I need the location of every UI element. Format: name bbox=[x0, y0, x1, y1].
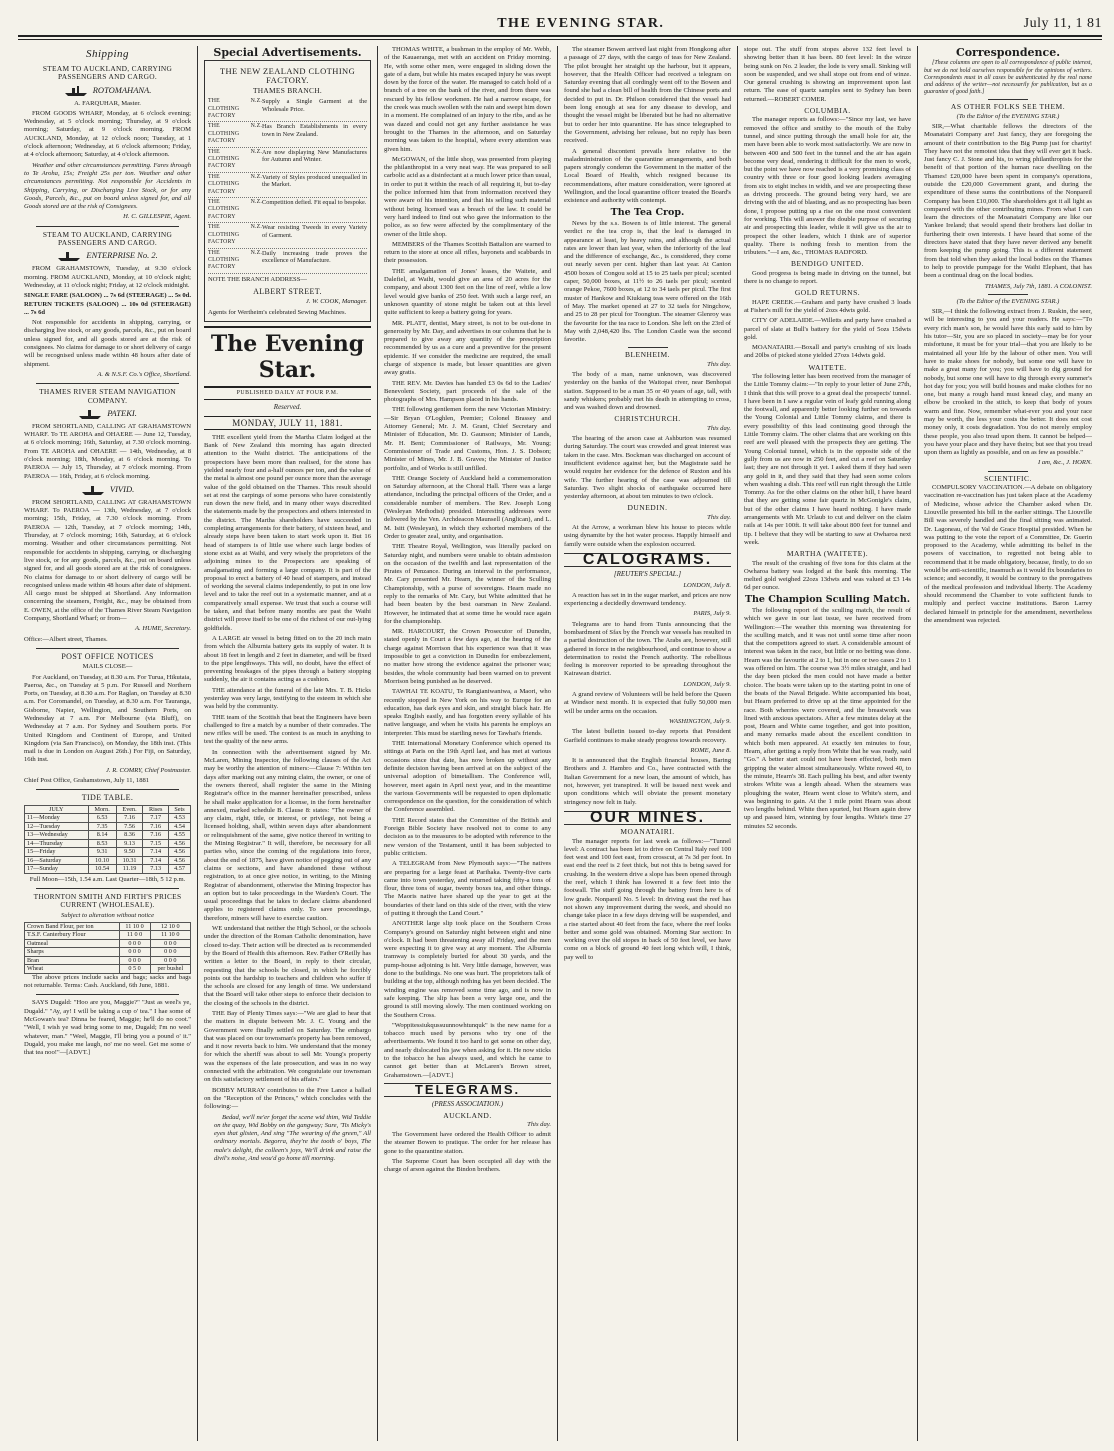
waitete-heading: WAITETE. bbox=[808, 362, 847, 372]
tide-table-header-row bbox=[25, 805, 191, 814]
tide-table-cell: 10.54 bbox=[88, 865, 116, 874]
tide-table-cell: 7.16 bbox=[143, 831, 169, 840]
telegrams-source: (PRESS ASSOCIATION.) bbox=[431, 1100, 504, 1109]
clothing-factory-row-label: THE N.Z. CLOTHING FACTORY bbox=[208, 224, 262, 246]
correspondence-note: [These columns are open to all correspondence of public interest, but we do not hold ourselves responsible for the opinions of writers. Correspondents must in all cases be authenticated by the real name and address of the writer—not necessarily for publication, but as a guarantee of good faith.] bbox=[924, 60, 1092, 96]
scientific-paragraph: COMPULSORY VACCINATION.—A debate on obligatory vaccination re-vaccination has just taken place at the Academy of Medicine, whose advice the Chamber asked when Dr. Liouville presented his bill in the earlier sittings. The Liouville Bill was severely handled and the final sitting was animated. Dr. Lagoneau, of the Val de Grace Hospital presided. When he was putting to the vote the report of a Committee, Dr. Guerin proposed to the Academy, while admitting its belief in the powers of vaccination, to regretted not being able to recommend that it be made obligatory, because, firstly, to do so would be anti-scientific, inasmuch as it would fix boundaries to science; and secondly, it would be contrary to the prerogatives of the medical profession and individual liberty. The Academy should recommend the Chamber to vote sufficient funds to multiply and perfect vaccine institutions. Baron Larrey declared himself in principle for the amendment, nevertheless the amendment was rejected. bbox=[924, 484, 1092, 624]
clothing-factory-row-label: THE N.Z. CLOTHING FACTORY bbox=[208, 199, 262, 220]
clothing-factory-row-label: THE N.Z. CLOTHING FACTORY bbox=[208, 173, 262, 195]
tea-crop-paragraph: News by the s.s. Bowen is of little interest. The general verdict re the tea crop is, that the leaf is damaged in appearance at least, by heavy rains, and although the actual rates are lower than last year, when the inferiority of the leaf and the difference of exchange, &c., is considered, they come out nearly seven per cent. higher than last year. At Canton 4500 boxes of Congou sold at 15 to 25 taels per picul; scented caper, 50,000 boxes, at 11½ to 26 taels per picul; scented orange Pekoe, 7600 boxes, at 12 to 34 taels per picul. The first muster of Hankow and Kiukiang teas were offered on the 16th of May. The market opened at 27 to 32 taels for Ningchow, and 25 to 28 per picul for Toongtun. The steamer Glenroy was the favourite for the tea race to London. She left on the 23rd of May with 2,048,420 lbs. The London Castle was the second favorite. bbox=[564, 219, 731, 344]
tide-table-cell: 9.50 bbox=[116, 848, 143, 857]
sculling-match-paragraph: The following report of the sculling match, the result of which we gave in our last issue, we have received from Wellington:—The weather this morning was threatening for the sculling match, and it was not until some time after noon that the competitors agreed to start. A considerable amount of interest was taken in the race, but little or no betting was done. Hearn was the favourite at 2 to 1, but in one or two cases 2 to 1 was offered on him. The course was 3½ miles straight, and had the day been picked the men could not have made a better choice. The boats were taken up to the starting point in one of the boats of the Naval Brigade. White accompanied his boat, but Hearn preferred to drive up at the time appointed for the race. Both wherries were covered, and the breastwork was lined with anxious spectators. After a few minutes delay at the post, Hearn and White came together, and got into position, and many remarks made about the excellent condition in which both men appeared. At exactly ten minutes to four, Hearn, after getting a reply from White that he was ready, said "Go." A better start could not have been effected, both men gripping the water almost simultaneously. White rowed 40, to the minute, Hearn's 38. Each pulling his best, and after twenty strokes White was a length ahead. When the steamers was ploughing the water, Hearn went close to White's stern, and was beginning to gain. At the 1 mile point Hearn was about two lengths behind. White then spurted, but Hearn again drew up and passed him, winning by four lengths. White's time 27 minutes 52 seconds. bbox=[744, 607, 911, 830]
price-cell: 0 0 0 bbox=[119, 948, 150, 957]
tide-table-row bbox=[25, 848, 191, 857]
calogram-dateline: PARIS, July 9. bbox=[693, 610, 731, 618]
price-cell: Sharps bbox=[25, 948, 120, 957]
sculling-match-heading: The Champion Sculling Match. bbox=[744, 593, 911, 605]
ad-auckland-2-head: STEAM TO AUCKLAND, CARRYING PASSENGERS AND CARGO. bbox=[42, 229, 173, 248]
moanatairi-paragraph: The manager reports for last week as follows:—"Tunnel level: A contract has been let to drive on Central Italy reef 100 feet west and 100 feet east, from crosscut, at 7s 3d per foot. In east end the reef is 2 feet thick, but not this is being saved for crushing. In the western drive a slope has been opened through the reef, which I think has lowered it a few feet into the footwall. The stuff going through the battery from here is of low grade. Nonpareil No. 5 level: In driving east the reef has not shown any improvement during the week, and should no change take place in a few days driving will be suspended, and a rise started about 40 feet from the face, where the reef looks better and some gold was obtained. Morning Star section: In working over the old stopes in back of 50 feet level, we have come on a block of ground 40 feet long which will, I think, pay well to bbox=[564, 837, 731, 961]
letter-signature: THAMES, July 7th, 1881. A COLONIST. bbox=[984, 282, 1092, 290]
letter-paragraph: SIR,—What charitable fellows the directors of the Moanatairi Company are! Just fancy, they are foregoing the amount of their contribution to the Big Pump just for charity! They have not the remotest idea that they will ever get it back. Just fancy C. J. Stone and his, to wring philanthropists for the benefit of that portion of the human race dwelling on the Thames! £20,000 have been spent in company's operations, outside the £20,000 Government grant, and during the expenditure of these sums the contributions of the Nonpareil Company has been £10,000. The shareholders got it all light as compared with the other contributing mines. From what I can learn the directors of the Moanatairi Company are like our Yankee Ireland; that would spend their brothers last dollar in furthering their own interests. I have heard that some of the directors have stated that they have never derived any benefit from keeping the pump going. This is a different statement from that told when they asked the local bodies on the Thames to help to provide pumpage for the Waihi Elephant, that has been a continual drag on the local bodies. bbox=[924, 122, 1092, 280]
divider bbox=[36, 888, 179, 889]
ad-auckland-1-master: A. FARQUHAR, Master. bbox=[74, 99, 141, 107]
post-office-body: For Auckland, on Tuesday, at 8.30 a.m. For Turua, Hikutaia, Paeroa, &c., on Tuesday at 5 p.m. For Russell and Northern Ports, on Tuesday, at 8.30 a.m. For Raglan, on Tuesday at 8.30 a.m. For Coromandel, on Tuesday, at 8.30 a.m. For Tauranga, Gisborne, Napier, Wellington, and Southern Ports, on Wednesday at 7 a.m. For Melbourne (via Bluff), on Wednesday at 7 a.m. For Sydney and Southern ports. For United Kingdom and Continent of Europe, and United Kingdom (via San Francisco), on Monday, the 18th inst. (This mail is due in London on August 26th.) For Fiji, on Saturday, 16th inst. bbox=[24, 673, 191, 764]
price-cell: 0 0 0 bbox=[150, 948, 190, 957]
telegram-paragraph: The Government have ordered the Health Officer to admit the steamer Bowen to pratique. The order for her release has gone to the quarantine station. bbox=[384, 1131, 551, 1155]
price-cell: Wheat bbox=[25, 965, 120, 974]
thames-river-ship-1-name: PATEKI. bbox=[107, 407, 137, 418]
ad-auckland-2-note: Not responsible for accidents in shipping, carrying, or discharging live stock, or any goods, parcels, &c., put on board unless signed for, and all goods stored are at the risk of consignees. No claims for damage to or short delivery of cargo will be recognised unless made within 48 hours after date of shipment. bbox=[24, 319, 191, 368]
martha-heading: MARTHA (WAITETE). bbox=[786, 549, 869, 559]
prices-current-head: THORNTON SMITH AND FIRTH'S PRICES CURRENT (WHOLESALE). bbox=[33, 891, 182, 910]
price-cell: 12 10 0 bbox=[150, 922, 190, 931]
clothing-factory-row-text: Wear resisting Tweeds in every Variety of Garment. bbox=[262, 224, 367, 239]
editorial-paragraph: THE attendance at the funeral of the late Mrs. T. B. Hicks yesterday was very large, testifying to the esteem in which she was held by the community. bbox=[204, 686, 371, 711]
dunedin-place: DUNEDIN. bbox=[627, 503, 668, 513]
price-cell: 0 5 0 bbox=[119, 965, 150, 974]
columbia-paragraph: The manager reports as follows:—"Since my last, we have removed the office and smithy to the mouth of the Euby tunnel, and since putting through the small hole for air, the men have been able to work most satisfactorily. We are now in between 400 and 500 feet in the tunnel and the air has again become very dead, rendering it difficult for the men to work, but the point we have now reached is a very promising class of country with three or four good looking leaders averaging from six to eight inches in width, and we are prospecting these as driving proceeds. The ground being very hard, we are driving with the aid of blasting, and as no prospecting has been done, I propose putting up a rise on the one most convenient for working. This will answer the double purpose of securing air and prospecting this leader, while it will give us the air to prospect the other leaders, which I think are of superior quality. There is nothing fresh to mention from the tributers."—I am, &c., THOMAS RADFORD. bbox=[744, 116, 911, 257]
calogram-dateline: LONDON, July 9. bbox=[683, 680, 731, 688]
shipping-heading: Shipping bbox=[85, 48, 130, 60]
divider bbox=[36, 226, 179, 227]
ad-auckland-2-signature: A. & N.S.F. Co.'s Office, Shortland. bbox=[97, 370, 191, 378]
clothing-factory-manager: J. W. COOK, Manager. bbox=[305, 298, 367, 306]
news-paragraph: THE International Monetary Conference which opened its sittings at Paris on the 19th April last, and has met at various occasions since that date, has now broken up without any definite decision having been arrived at on the subject of the universal adoption of bimetallism. The Conference will, however, meet again in April next year, and in the meantime the various Governments will be requested to open diplomatic correspondence on the question, for the consideration of which the Conference assembled. bbox=[384, 740, 551, 814]
tide-table-cell: 10.31 bbox=[116, 856, 143, 865]
post-office-head: POST OFFICE NOTICES bbox=[61, 651, 154, 661]
divider bbox=[36, 789, 179, 790]
tide-table-cell: 9.31 bbox=[88, 848, 116, 857]
tide-table-cell: 4.55 bbox=[168, 831, 190, 840]
news-paragraph: THE following gentlemen form the new Victorian Ministry:—Sir Bryan O'Loghlen, Premier; Colonel Brassey and Attorney General; Mr. J. M. Grant, Chief Secretary and Minister of Education, Mr. D. Gaunson; Minister of Lands, Mr. H. Bent; Commissioner of Railways, Mr. Young; Commissioner of Trade and Customs, Hon. J. S. Dobson; Minister of Mines, Mr. J. B. Graves; the Minister of Justice portfolio, and of Works is still unfilled. bbox=[384, 406, 551, 472]
news-paragraph: THE Theatre Royal, Wellington, was literally packed on Saturday night, and numbers were unable to obtain admission on the occasion of the twelfth and last representation of the Pirates of Penzance. During an interval in the performance, Mr. Cary presented Mr. Hearn, the winner of the Sculling Championship, with a purse of sovereigns. Hearn made no reply to the remarks of Mr. Cary, but White admitted that he had been beaten by the best oarsman in New Zealand. However, he intimated that at some time he would race again for the championship. bbox=[384, 543, 551, 625]
scientific-heading: SCIENTIFIC. bbox=[984, 473, 1032, 483]
clothing-factory-agents: Agents for Wertheim's celebrated Sewing Machines. bbox=[208, 308, 347, 316]
prices-current-table bbox=[24, 922, 191, 974]
price-cell: Bran bbox=[25, 956, 120, 965]
price-cell: 0 0 0 bbox=[119, 939, 150, 948]
tide-table bbox=[24, 805, 191, 874]
publication-line: PUBLISHED DAILY AT FOUR P.M. bbox=[204, 389, 371, 400]
bendigo-heading: BENDIGO UNITED. bbox=[791, 259, 864, 269]
clothing-factory-row bbox=[208, 173, 367, 198]
prices-current-body bbox=[25, 922, 191, 973]
clothing-factory-row-text: Variety of Styles produced unequalled in the Market. bbox=[262, 173, 367, 189]
calogram-paragraph: It is announced that the English financial houses, Baring Brothers and J. Hambro and Co., have contracted with the Italian Government for a new loan, the amount of which, has not, however, yet transpired. It will be issued next week and upon conditions which will obviate the present monetary stringency now felt in Italy. bbox=[564, 757, 731, 806]
ad-auckland-1-body: FROM GOODS WHARF, Monday, at 6 o'clock evening; Wednesday, at 5 o'clock morning; Thursday, at 9 o'clock morning; Saturday, at 9 o'clock morning. FROM AUCKLAND, Monday, at 12 o'clock noon; Tuesday, at 1 o'clock afternoon; Wednesday, at 6 o'clock afternoon; Friday, at 4 o'clock afternoon; Saturday, at 4 o'clock afternoon. bbox=[24, 109, 191, 159]
gold-return-item: MOANATAIRI.—Boxall and party's crushing of six loads and 20lbs of picked stone yielded 27ozs 14dwts gold. bbox=[744, 344, 911, 360]
tide-table-cell: 7.13 bbox=[143, 865, 169, 874]
tide-table-cell: 13—Wednesday bbox=[25, 831, 89, 840]
price-row bbox=[25, 956, 191, 965]
tide-table-cell: 4.54 bbox=[168, 822, 190, 831]
clothing-factory-row bbox=[208, 249, 367, 274]
letter-signature: I am, &c., J. HORN. bbox=[1037, 459, 1092, 467]
telegram-paragraph: The Supreme Court has been occupied all day with the charge of arson against the Bindon brothers. bbox=[384, 1158, 551, 1174]
tea-crop-heading: The Tea Crop. bbox=[610, 206, 685, 218]
gold-return-item: CITY OF ADELAIDE.—Willetts and party have crushed a parcel of slate at Bull's battery for the yield of 5ozs 15dwts gold. bbox=[744, 317, 911, 341]
divider bbox=[988, 294, 1028, 295]
martha-paragraph: The result of the crushing of five tons for this claim at the Owharoa battery was lodged at the bank this morning. The melted gold weighed 22ozs 13dwts and was valued at £3 14s 6d per ounce. bbox=[744, 559, 911, 592]
editorial-dateline: MONDAY, JULY 11, 1881. bbox=[204, 416, 371, 430]
news-paragraph: THE Record states that the Committee of the British and Foreign Bible Society have resolved not to come to any decision as to the measures to be adopted with reference to the new version of the Testament, until it has been subjected to public criticism. bbox=[384, 816, 551, 857]
divider bbox=[628, 347, 668, 348]
clothing-factory-row-text: Supply a Single Garment at the Wholesale Price. bbox=[262, 98, 367, 113]
price-cell: 0 0 0 bbox=[150, 939, 190, 948]
column-news bbox=[378, 46, 558, 1441]
tide-table-cell: 7.17 bbox=[143, 814, 169, 823]
columns bbox=[18, 46, 1102, 1441]
clothing-factory-row bbox=[208, 122, 367, 147]
thames-river-head: THAMES RIVER STEAM NAVIGATION COMPANY. bbox=[39, 387, 176, 405]
clothing-factory-row-text: Competition defied. Fit equal to bespoke. bbox=[262, 199, 367, 207]
telegram-dateline: This day. bbox=[527, 1120, 551, 1128]
tide-table-cell: 7.15 bbox=[143, 839, 169, 848]
news-paragraph: McGOWAN, of the little shop, was presented from playing the philanthropist in a very neat way. He was prepared to sell carbolic acid as a disinfectant at a much lower price than usual, in order to put it within the reach of all requiring it, but to-day the police informed him that from information received they were aware of his intention, and that his selling such material without being licensed was a breach of the law. It could be very hard indeed to find out who gave the information to the police, as so few were affected by the complimentary of the owner of the little shop. bbox=[384, 155, 551, 238]
price-row bbox=[25, 939, 191, 948]
news-paragraph: THOMAS WHITE, a bushman in the employ of Mr. Webb, of the Kauaeranga, met with an accident on Friday morning. He, with some other men, were engaged in sliding down the gate of a dam, but while his mates escaped injury he was swept down by the force of the water. He managed to catch hold of a branch of a tree on the bank of the river, and from there was rescued by his fellow workmen. He had a narrow escape, for the creek was much swollen with the rain and swept him down in a moment. He complained of an injury to the ribs, and as he was dazed and could not get any further assistance he was brought to the Thames in the afternoon, and on Saturday morning was taken to the hospital, where every attention was given him. bbox=[384, 46, 551, 153]
tide-table-cell: 11.19 bbox=[116, 865, 143, 874]
price-cell: 11 0 0 bbox=[119, 931, 150, 940]
calogram-paragraph: The latest bulletin issued to-day reports that President Garfield continues to make steady progress towards recovery. bbox=[564, 728, 731, 744]
paper-title: The Evening Star. bbox=[204, 326, 371, 388]
telegram-paragraph: A general discontent prevails here relative to the maladministration of the quarantine arrangements, and both papers strongly condemn the Government in the matter of the Local Board of Health, which resigned because its recommendations, after mature consideration, were ignored at Wellington, and the local quarantine officer treated the Board's existence and authority with contempt. bbox=[564, 147, 731, 205]
price-cell: 0 0 0 bbox=[150, 956, 190, 965]
dunedin-paragraph: At the Arrow, a workman blew his house to pieces while using dynamite by the hot water process. Happily himself and family were outside when the explosion occurred. bbox=[564, 524, 731, 548]
gold-returns-heading: GOLD RETURNS. bbox=[794, 288, 861, 298]
divider bbox=[36, 383, 179, 384]
ad-auckland-2-ship bbox=[24, 250, 191, 262]
letter-heading: AS OTHER FOLKS SEE THEM. bbox=[950, 102, 1066, 112]
divider bbox=[988, 471, 1028, 472]
editorial-paragraph: BOBBY MURRAY contributes to the Free Lance a ballad on the "Reception of the Princes," which concludes with the following:— bbox=[204, 1086, 371, 1111]
prices-current-sub: Subject to alteration without notice bbox=[60, 911, 155, 919]
calograms-heading: CALOGRAMS. bbox=[564, 553, 731, 567]
calogram-dateline: WASHINGTON, July 9. bbox=[668, 717, 731, 725]
calogram-paragraph: Telegrams are to hand from Tunis announcing that the bombardment of Sfax by the French war vessels has resulted in a partial destruction of the town. The Arabs are, however, still gathered in force in the neighbourhood, and continue to show a determination to resist the French authority. The rebellious feeling is moreover reported to be spreading throughout the Kairawan district. bbox=[564, 620, 732, 678]
tide-table-cell: 12—Tuesday bbox=[25, 822, 89, 831]
thames-river-body-1: FROM SHORTLAND, CALLING AT GRAHAMSTOWN WHARF. To TE AROHA and OHAERE — June 12, Tuesday, at 6 o'clock morning; 16th, Saturday, at 7.30 o'clock morning. From TE AROHA and OHAERE — 14th, Wednesday, at 8 o'clock morning; 18th, Monday, at 6 o'clock morning. To PAEROA — July 15, Thursday, at 7 o'clock morning. From PAEROA — 16th, Friday, at 6 o'clock morning. bbox=[24, 422, 191, 480]
tide-table-cell: 4.53 bbox=[168, 814, 190, 823]
news-paragraph: THE amalgamation of Jones' leases, the Waitete, and Dalefiel, at Waihi, would give an area of 20 acres for the company, and about 1300 feet on the line of reef, while a low level would give banks of 250 feet. With such a large reef, an unknown quantity of stone might be taken out at this level quite sufficient to keep a battery going for years. bbox=[384, 267, 551, 317]
divider bbox=[988, 99, 1028, 100]
tide-table-row bbox=[25, 831, 191, 840]
ad-auckland-1-weather: Weather and other circumstances permitting. Fares through to Te Aroha, 15s; Freight 25s per ton. Weather and other circumstances permitting. Not responsible for Accidents in Shipping, Carrying, or Discharging Live Stock, or for any Goods, Parcels, &c., put on board unless signed for, and all Goods stored are at the risk of Consignees. bbox=[24, 161, 191, 211]
column-correspondence bbox=[918, 46, 1098, 1441]
tide-table-row bbox=[25, 839, 191, 848]
tide-table-cell: 7.56 bbox=[116, 822, 143, 831]
clothing-factory-row bbox=[208, 198, 367, 223]
column-shipping bbox=[18, 46, 198, 1441]
clothing-factory-row-label: THE N.Z. CLOTHING FACTORY bbox=[208, 249, 262, 271]
ad-auckland-2-body: FROM GRAHAMSTOWN, Tuesday, at 9.30 o'clock morning. FROM AUCKLAND, Monday, at 10 o'clock night; Wednesday, at 11 o'clock night; Friday, at 12 o'clock midnight. bbox=[24, 265, 191, 289]
special-ads-heading: Special Advertisements. bbox=[213, 46, 362, 59]
tide-table-row bbox=[25, 814, 191, 823]
tide-table-cell: 16—Saturday bbox=[25, 856, 89, 865]
price-cell: Crown Band Flour, per ton bbox=[25, 922, 120, 931]
calogram-dateline: ROME, June 8. bbox=[690, 746, 731, 754]
tide-table-cell: 4.56 bbox=[168, 856, 190, 865]
tide-table-cell: 9.13 bbox=[116, 839, 143, 848]
divider bbox=[36, 994, 179, 995]
clothing-factory-row bbox=[208, 148, 367, 173]
editorial-paragraph: THE Bay of Plenty Times says:—"We are glad to hear that the matters in dispute between Mr. J. C. Young and the Government were finally settled on Saturday. The embargo that was placed on our townsman's property has been removed, and it now reverts back to him. We understand that the money for which the sheriff was about to sell Mr. Young's property was the expenses of the late prosecution, and was in no way connected with the arbitration. We congratulate our townsman on this satisfactory settlement of his affairs." bbox=[204, 1009, 371, 1084]
tide-table-cell: 7.16 bbox=[143, 822, 169, 831]
gold-return-item: HAPE CREEK.—Graham and party have crushed 3 loads at Fisher's mill for the yield of 2ozs 4dwts gold. bbox=[744, 298, 911, 314]
clothing-factory-title: THE NEW ZEALAND CLOTHING FACTORY. bbox=[219, 66, 356, 85]
bendigo-paragraph: Good progress is being made in driving on the tunnel, but there is no change to report. bbox=[744, 269, 911, 286]
mines-paragraph: stope out. The stuff from stopes above 132 feet level is showing better than it has been. 80 feet level: In the winze being sunk on No. 2 leader, the lode is very small. Sinking will soon be suspended, and we shall stope out from end of winze. Our general crushing is showing an improvement upon last return. The ease of quartz samples sent to Sydney has been returned.—ROBERT COMER. bbox=[744, 46, 911, 103]
christchurch-paragraph: The hearing of the arson case at Ashburton was resumed during Saturday. The court was crowded and great interest was taken in the case. Mrs. Bockman was discharged on account of insufficient evidence against her, but the Magistrate said he would require her evidence for the defence of Ruxton and his wife. The further hearing of the case was adjourned till Saturday. Two slight shocks of earthquake occurred here yesterday afternoon, at about ten minutes to two o'clock. bbox=[564, 435, 731, 501]
tide-col-header: Sets bbox=[168, 805, 190, 814]
ad-auckland-2-fares: SINGLE FARE (SALOON) ... 7s 6d (STEERAGE) ... 5s 0d. RETURN TICKETS (SALOON) ... 10s 0d (STEERAGE) ... 7s 6d bbox=[24, 292, 191, 316]
news-paragraph: TAWHAI TE KOATU, Te Rangianiwaniwa, a Maori, who recently stopped in New York on his way to Europe for an education, has dark eyes and skin, and straight black hair. He speaks English easily, and has forgotten every syllable of his native language, and when he visits his parents he employs an interpreter. This must be startling news for Tawhai's friends. bbox=[384, 688, 551, 737]
thames-river-ship-2 bbox=[24, 484, 191, 496]
waitete-paragraph: The following letter has been received from the manager of the Little Tommy claim:—"In reply to your letter of June 27th, I think that this will prove to a great deal the prospects' tunnel. I have been in I saw a regular vein of leafy gold running along the footwall, and apparently better looking further on towards the Young Colonial and Little Tommy claims, and there is every possibility of this lead continuing good through the Little Tommy claim. The other claims that are working on this reef are well pleased with the prospects they are getting. The Young Colonial tunnel, which is in the opposite side of the gully from us are now in 250 feet, and cut a reef on Saturday last; they are not through it yet. I asked them if they had seen any gold in it, and they said that they had seen some colors when washing a dish. This reef will run right through the Little Tommy. As for the other claims on the other hill, I have heard that they are getting some fair quartz in McGonigle's claim, but of the other claims I have heard nothing. I have made arrangements with Mr. Urlaub to cut and deliver on the claim rails at 14s per 100ft. It will take about 800 feet for tunnel and tip. I believe that they will be starting to saw at Owharoa next week. bbox=[744, 372, 911, 546]
column-mines bbox=[738, 46, 918, 1441]
tide-col-header: Rises bbox=[143, 805, 169, 814]
column-editorial bbox=[198, 46, 378, 1441]
calogram-paragraph: A reaction has set in in the sugar market, and prices are now experiencing a decidedly downward tendency. bbox=[564, 591, 731, 608]
prices-current-foot: The above prices include sacks and bags; sacks and bags not returnable. Terms: Cash. Auckland, 6th June, 1881. bbox=[24, 973, 191, 990]
ballad-verse: Bedad, we'll ne'er forget the scene wid thim, Wid Teddie on the quay, Wid Bobby on the gangway; Sure, 'Tis Micky's eyes that glisten, And sing "The wearing of the green," All ordinary mortals. Begorra, they're the tooth o' boys, The male's delight, the colleen's joys, We'll drink and raise the divil's noise, And wou'd go home till morning. bbox=[214, 1113, 371, 1163]
letter-to-editor: (To the Editor of the EVENING STAR.) bbox=[956, 297, 1060, 305]
price-cell: 0 0 0 bbox=[119, 956, 150, 965]
thames-river-ship-1 bbox=[24, 408, 191, 420]
tide-table-cell: 8.14 bbox=[88, 831, 116, 840]
tide-table-cell: 8.36 bbox=[116, 831, 143, 840]
calograms-source: [REUTER'S SPECIAL.] bbox=[613, 570, 682, 579]
letter-to-editor: (To the Editor of the EVENING STAR.) bbox=[956, 112, 1060, 120]
calogram-paragraph: A grand review of Volunteers will be held before the Queen at Windsor next month. It is expected that fully 50,000 men will be under arms on the occasion. bbox=[564, 691, 731, 715]
christchurch-place: CHRISTCHURCH. bbox=[614, 414, 681, 424]
reserved-note: Reserved. bbox=[273, 403, 302, 412]
clothing-factory-row-text: Are now displaying New Manufactures for Autumn and Winter. bbox=[262, 148, 367, 164]
thames-river-signature: A. HUME, Secretary. bbox=[135, 625, 191, 633]
news-paragraph: THE REV. Mr. Davies has handed £3 0s 6d to the Ladies' Benevolent Society, part proceeds of the sale of the photographs of Mrs. Hampson placed in his hands. bbox=[384, 379, 551, 404]
post-office-sub: MAILS CLOSE— bbox=[82, 663, 133, 671]
correspondence-heading: Correspondence. bbox=[955, 46, 1061, 59]
tide-table-cell: 4.56 bbox=[168, 848, 190, 857]
ad-auckland-1-ship-name: ROTOMAHANA. bbox=[92, 84, 152, 95]
tide-table-row bbox=[25, 856, 191, 865]
tide-table-cell: 10.10 bbox=[88, 856, 116, 865]
calogram-dateline: LONDON, July 8. bbox=[683, 581, 731, 589]
editorial-paragraph: THE team of the Scottish that beat the Engineers have been challenged to fire a match by a number of their comrades. The new rifles will be used. The contest is as much in anything to test the quality of the new arms. bbox=[204, 713, 371, 746]
clothing-factory-advert bbox=[204, 60, 371, 322]
tide-table-cell: 7.35 bbox=[88, 822, 116, 831]
tide-table-cell: 14—Thursday bbox=[25, 839, 89, 848]
ad-auckland-1-signature: H. C. GILLESPIE, Agent. bbox=[123, 213, 191, 221]
our-mines-heading: OUR MINES. bbox=[564, 811, 731, 825]
clothing-factory-branch: THAMES BRANCH. bbox=[252, 85, 323, 95]
news-paragraph: MEMBERS of the Thames Scottish Battalion are warned to return to the store at once all rifles, bayonets and scabbards in their possession. bbox=[384, 240, 551, 265]
editorial-paragraph: A LARGE air vessel is being fitted on to the 20 inch main from which the Alburnia battery gets its supply of water. It is about 18 feet in length and 2 feet in diameter, and will be fixed to the pipe lengthways. This will, no doubt, have the effect of preventing breakages of the pipes through a battery stopping suddenly, the air it contains acting as a cushion. bbox=[204, 634, 371, 684]
ad-auckland-2-ship-name: ENTERPRISE No. 2. bbox=[86, 250, 158, 261]
tide-table-cell: 7.16 bbox=[116, 814, 143, 823]
blenheim-dateline: This day. bbox=[707, 360, 731, 368]
tide-col-header: Morn. bbox=[88, 805, 116, 814]
telegrams-heading: TELEGRAMS. bbox=[384, 1083, 551, 1097]
news-paragraph: A TELEGRAM from New Plymouth says:—"The natives are preparing for a large feast at Parihaka. Twenty-five carts came into town yesterday, and returned taking fifty-a tons of flour, three tons of sugar, twenty boxes tea, and other things. The Maoris native have shared up the year to get at the boundaries of their land on this side of the river, with the view of putting it through the Land Court." bbox=[384, 860, 551, 917]
thames-river-office: Office:—Albert street, Thames. bbox=[24, 635, 108, 643]
steamship-icon bbox=[81, 484, 105, 496]
telegram-place: AUCKLAND. bbox=[443, 1110, 492, 1120]
price-cell: 11 10 0 bbox=[119, 922, 150, 931]
dugald-advert: SAYS Dugald: "Hoo are you, Maggie?" "Just as weel's ye, Dugald." "Ay, ay! I will be taking a cup o' tea." I hae some of McGowan's tea? Dinna be feared, Maggie; he'll do no coot." "Well, I wish ye wad bring some to me, Dugald; I'm no weel whatever, man." "Weel, Maggie, I'll bring you a pound o' it." Dugald, you make me laugh, no' me no weel. Get me some o' that tea noo!"—[ADVT.] bbox=[24, 999, 191, 1057]
price-row bbox=[25, 931, 191, 940]
tide-table-cell: 11—Monday bbox=[25, 814, 89, 823]
clothing-factory-note: NOTE THE BRANCH ADDRESS— bbox=[208, 275, 307, 283]
masthead-rule bbox=[18, 39, 1102, 40]
tide-table-cell: 7.14 bbox=[143, 848, 169, 857]
tide-table-row bbox=[25, 865, 191, 874]
tide-table-head: TIDE TABLE. bbox=[81, 793, 134, 803]
tide-table-cell: 7.14 bbox=[143, 856, 169, 865]
tide-table-cell: 6.53 bbox=[88, 814, 116, 823]
masthead-title: THE EVENING STAR. bbox=[497, 16, 665, 31]
letter-paragraph: SIR,—I think the following extract from J. Ruskin, the seer, will be interesting to you and your readers. He says:—"To every rich man's son, he would have this early said to him by his tutor—Sir, you are so placed in society—may be for your misfortune, it must be for your trial—that you are likely to be maintained all your life by the labour of other men. You will have to make shoes for nobody, but some one will have to make a great many for you; you will have to dig ground for nobody, but some one will have to dig through every summer's hot day for you; you will build houses and make clothes for no one, but many a rough hand must knead clay, and many an elbow be crooked in the stitch, to keep that body of yours warm and fine. Now, remember what-ever you and your race may be worth, the less your costs the better. It does not cost money only, it costs degradation. You do not merely employ these people, you also tread upon them. It cannot be helped—you have your place and they have theirs; but see that you tread upon them as lightly as possible, and on as few as possible." bbox=[924, 308, 1092, 457]
thames-river-body-2: FROM SHORTLAND, CALLING AT GRAHAMSTOWN WHARF. To PAEROA — 13th, Wednesday, at 7 o'clock morning; 15th, Friday, at 7.30 o'clock morning. From PAEROA — 12th, Tuesday, at 7 o'clock morning; 14th, Thursday, at 7 o'clock morning; 16th, Saturday, at 6 o'clock morning. Weather and other circumstances permitting. Not responsible for accidents in shipping, carrying, or discharging live stock, or for any goods, parcels, &c., put on board unless signed for, and all goods stored are at the risk of consignees. No claims for damage to or short delivery of cargo will be recognised unless made within 48 hours after date of shipment. All cargo must be shipped at Shortland. Any information concerning the steamers, Freight, &c., may be obtained from E. OWEN, at the office of the Thames River Steam Navigation Company, Shortland Wharf; or from— bbox=[24, 498, 191, 623]
tide-col-header: JULY bbox=[25, 805, 89, 814]
tide-col-header: Even. bbox=[116, 805, 143, 814]
telegram-paragraph: The steamer Bowen arrived last night from Hongkong after a passage of 27 days, with the cargo of teas for New Zealand. The pilot brought her straight up the harbour, but it appears, however, that the Health Officer had received a telegram on Saturday evening that all cordingly went off to the Bowen and found she had a clean bill of health from the Chinese ports and decided to put in. Dr. Philson considered that the vessel had been long enough at sea for any disease to develop, and thought the vessel might be liberated but he had no alternative but to order her into quarantine. He has since telegraphed to the Government, advising her release, but no reply has been received. bbox=[564, 46, 731, 145]
clothing-factory-row-label: THE N.Z. CLOTHING FACTORY bbox=[208, 123, 262, 145]
blenheim-place: BLENHEIM. bbox=[624, 350, 671, 360]
clothing-factory-rows bbox=[208, 97, 367, 274]
clothing-factory-row bbox=[208, 223, 367, 248]
thames-river-ship-2-name: VIVID. bbox=[109, 483, 135, 494]
christchurch-dateline: This day. bbox=[707, 424, 731, 432]
ad-auckland-1-ship bbox=[24, 85, 191, 97]
clothing-factory-row-text: Daily increasing trade proves the excellence of Manufacture. bbox=[262, 249, 367, 264]
post-office-place: Chief Post Office, Grahamstown, July 11, 1881 bbox=[24, 777, 150, 785]
post-office-signature: J. R. COMRY, Chief Postmaster. bbox=[106, 766, 191, 774]
news-paragraph: MR. PLATT, dentist, Mary street, is not to be out-done in generosity by Mr. Day, and advertises in our columns that he is prepared to give away any quantity of the prescription recommended by us as a cure and a preventive for the present epidemic. If we consider the medicine are required, the small charge of sixpence is made, but lesser quantities are given away gratis. bbox=[384, 319, 551, 377]
blenheim-paragraph: The body of a man, name unknown, was discovered yesterday on the banks of the Waitopai river, near Benhopai station. Supposed to be a man 35 or 40 years of age, tall, with sandy whiskers; probably met his death in attempting to cross, and was washed down and drowned. bbox=[564, 370, 731, 412]
ad-auckland-1-head: STEAM TO AUCKLAND, CARRYING PASSENGERS AND CARGO. bbox=[42, 64, 173, 82]
price-row bbox=[25, 948, 191, 957]
column-telegrams bbox=[558, 46, 738, 1441]
tide-table-cell: 4.56 bbox=[168, 839, 190, 848]
steamship-icon bbox=[64, 85, 88, 97]
tide-table-cell: 15—Friday bbox=[25, 848, 89, 857]
masthead bbox=[18, 10, 1102, 37]
tide-table-row bbox=[25, 822, 191, 831]
news-paragraph: MR. HARCOURT, the Crown Prosecutor of Dunedin, stated openly in Court a few days ago, at the hearing of the charge against Morrison that his experience was that it was impossible to get a conviction in Dunedin for embezzlement, no matter how strong the evidence against the prisoner was; besides, the whole community had been warned on to prevent Morrison being punished as he deserved. bbox=[384, 628, 551, 685]
columbia-heading: COLUMBIA. bbox=[804, 106, 851, 116]
clothing-factory-address: ALBERT STREET. bbox=[253, 287, 322, 297]
price-cell: per bushel bbox=[150, 965, 190, 974]
editorial-paragraph: In connection with the advertisement signed by Mr. McLaren, Mining Inspector, the following clauses of the Act may be worthy the attention of miners:—Clause 7: Within ten days after marking out any mining claim, the owner, or one of the owners thereof, shall register the same in the Mining Registrar's office in the manner hereinafter prescribed, unless he shall make application for a license, in the form hereinafter annexed, marked schedule B. Clause 8: states: "The owner of any claim, right, title, or interest, or privilege, not being a licensed holding, shall, within seven days after abandonment or relinquishment of the same, give notice thereof in writing to the Mining Registrar." It will, therefore, be necessary for all parties who, since the coming of the regulations into force, about the end of 1875, have given notice of pegging out of any claims or sections, and have abandoned these without registration, to at once give notice, in writing, to the Mining Registrar of abandonment, otherwise the Mining Inspector has an option but to take proceedings in the Warden's Court. The usual proceedings that he takes to declare claims abandoned applies to registered claims only. To save proceedings, therefore, miners will have to exercise caution. bbox=[204, 748, 371, 922]
news-paragraph: "Woppitessiukqussuunnowhtunquk" is the new name for a tobacco much used by persons who try one of the advertisements. We found it too hard to get some on other day, and nearly dislocated his jaw when asking for it. He now sticks to the tobacco he has always used, and which he came to cannot get better than at McLaren's Brown street, Grahamstown.—[ADVT.] bbox=[384, 1021, 551, 1079]
news-paragraph: ANOTHER large slip took place on the Southern Cross Company's ground on Saturday night between eight and nine o'clock. It had been threatening away all Friday, and the men were expecting it to give way at any moment. The Alburnia tramway is completely buried for about 30 yards, and the pump-house adjoining is hit. Very little damage, however, was done to the buildings. No one was hurt. The proprietors talk of building at the top, although nothing has yet been decided. The winding engine was removed some time ago, and is now in safe keeping. The slip has been a very large one, and the ground is still moving slowly. The men continued working on the Southern Cross. bbox=[384, 920, 551, 1019]
clothing-factory-row-text: Has Branch Establishments in every town in New Zealand. bbox=[262, 123, 367, 138]
clothing-factory-row bbox=[208, 97, 367, 122]
tide-table-cell: 4.57 bbox=[168, 865, 190, 874]
editorial-paragraph: WE understand that neither the High School, or the schools under the direction of the Roman Catholic denomination, have closed to-day. Their action will be directed as is recommended by the Board of Health this afternoon. Rev. Father O'Reilly has written a letter to the Board, in reply to their circular, requesting that the schools be closed, in which he forcibly points out the hardship to teachers and children who suffer if the schools are closed for any length of time. We understand that the Board will take other steps to enforce their decision to the closing of the schools in the district. bbox=[204, 925, 371, 1007]
price-row bbox=[25, 922, 191, 931]
tide-table-body bbox=[25, 814, 191, 874]
tide-table-cell: 17—Sunday bbox=[25, 865, 89, 874]
price-row bbox=[25, 965, 191, 974]
editorial-paragraph: THE excellent yield from the Martha Claim lodged at the Bank of New Zealand this morning has again directed attention to the Waihi district. The anticipations of the prospectors have been more than realised, for the stone has yielded nearly four and a-half ounces per ton, and the value of the metal is almost one pound per ounce more than the average value of the gold obtained on the Thames. This result should set at rest the carpings of some persons who have consistently run down the new field, and in many other ways discredited the statements made by the prospectors and others interested in the district. The Martha shareholders have succeeded in completing arrangements for their battery, of sixteen head, and already steps have been taken to start work upon it. But 16 head of stampers is of little use where such large bodies of stone exist as at Waihi, and very wisely the proprietors of the adjoining mines to the Prospectors are speaking of amalgamating and forming a large company. It is part of the proposal to erect a battery of 40 head of stampers, and instead of working the several claims independently, to put in one low level and to take the reef out in a systematic manner, and at a comparatively small expense. We trust that such a course will be taken, and that before many months are past the Waihi district will prove itself to be one of the richest of our out-lying goldfields. bbox=[204, 433, 372, 632]
news-paragraph: THE Orange Society of Auckland held a commemoration on Saturday afternoon, at the Choral Hall. There was a large attendance, including the principal officers of the Order, and a considerable number of members. The Rev. Joseph Long (Wesleyan Methodist) presided. Interesting addresses were delivered by the Ven. Archdeacon Maunsell (Anglican), and L. M. Isitt (Wesleyan), in which they exhorted members of the Order to greater zeal, unity, and organisation. bbox=[384, 474, 551, 540]
tide-table-cell: 8.53 bbox=[88, 839, 116, 848]
tide-table-foot: Full Moon—15th, 1.54 a.m. Last Quarter—18th, 5 12 p.m. bbox=[29, 875, 186, 883]
dunedin-dateline: This day. bbox=[707, 513, 731, 521]
price-cell: 11 10 0 bbox=[150, 931, 190, 940]
clothing-factory-row-label: THE N.Z. CLOTHING FACTORY bbox=[208, 98, 262, 119]
price-cell: Oatmeal bbox=[25, 939, 120, 948]
masthead-date: July 11, 1 81 bbox=[1023, 16, 1102, 31]
divider bbox=[36, 648, 179, 649]
price-cell: T.S.F. Canterbury Flour bbox=[25, 931, 120, 940]
steamship-icon bbox=[78, 408, 102, 420]
moanatairi-heading: MOANATAIRI. bbox=[620, 827, 675, 837]
clothing-factory-row-label: THE N.Z. CLOTHING FACTORY bbox=[208, 148, 262, 170]
steamship-icon bbox=[57, 250, 81, 262]
